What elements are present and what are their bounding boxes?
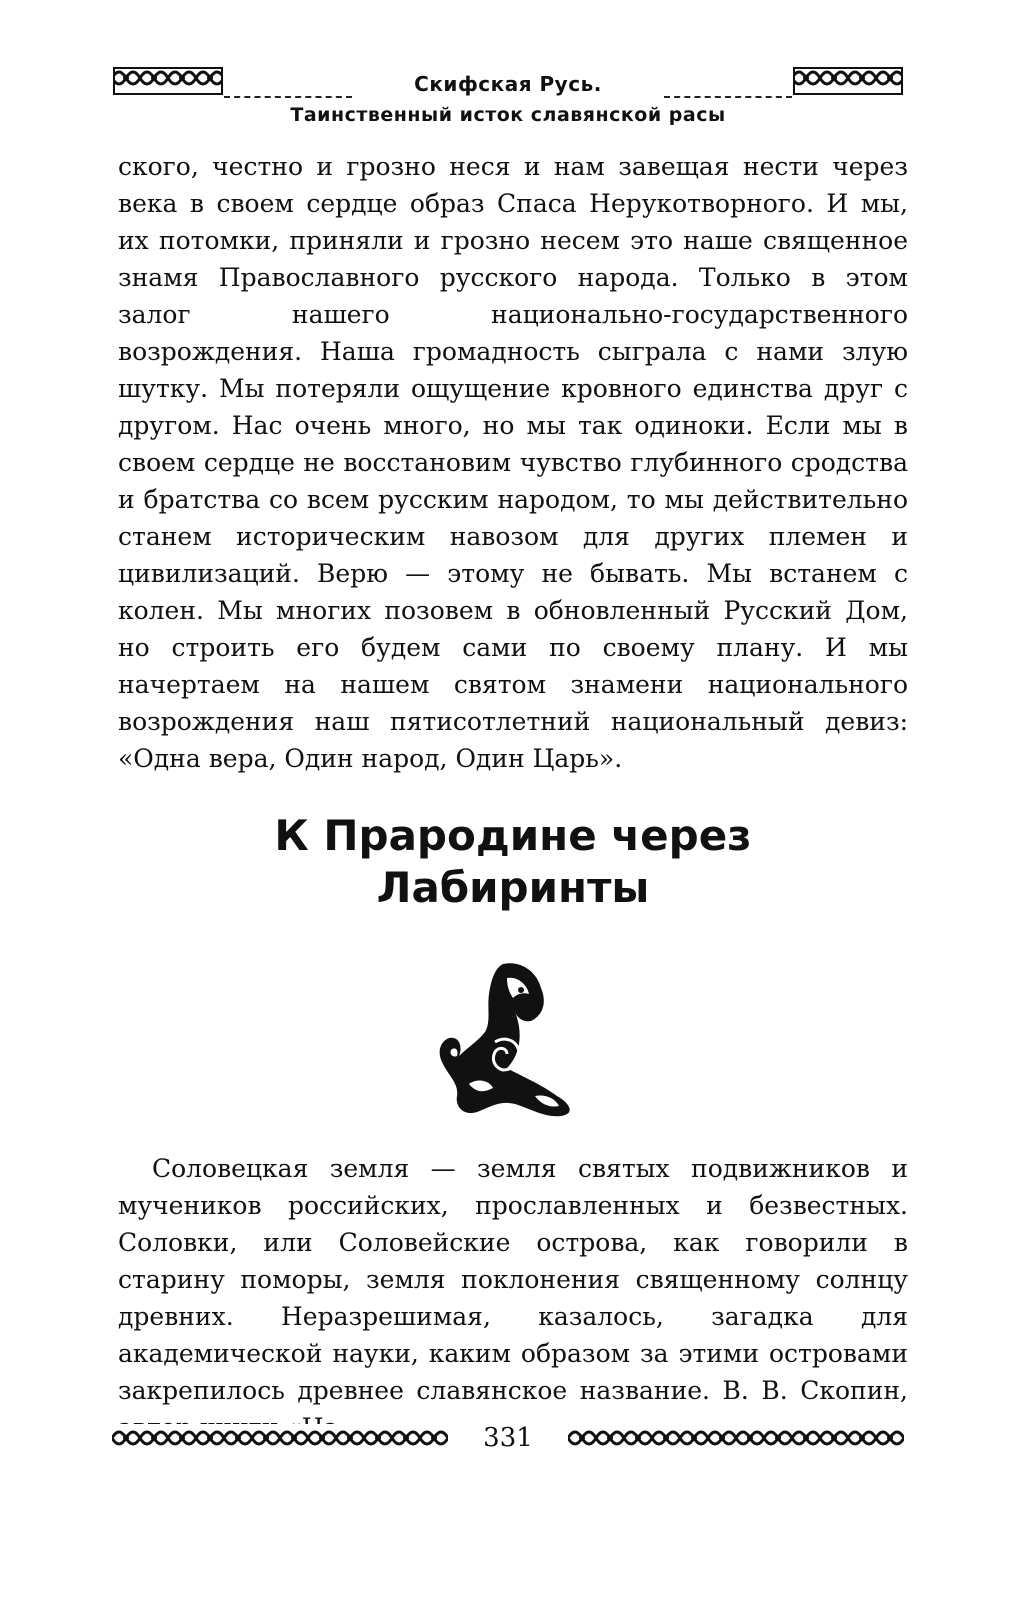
scythian-animal-emblem-icon [425,958,585,1118]
knotwork-ornament-icon [792,64,904,98]
chapter-heading-line-2: Лабиринты [376,863,650,912]
chapter-heading-line-1: К Прародине через [274,811,752,860]
header-subtitle: Таинственный исток славянской расы [290,104,726,126]
page-number: 331 [483,1423,533,1453]
page-footer [112,1420,904,1456]
header-rule-right [664,96,792,98]
knotwork-border-icon [568,1424,904,1452]
header-title: Скифская Русь. [414,72,602,96]
running-header [112,62,904,132]
header-rule-left [224,96,352,98]
chapter-heading [118,810,908,914]
body-paragraph: Соловецкая земля — земля святых подвижников и мучеников российских, прославленных и безвестных. Соловки, или Соловейские острова, как говорили в старину поморы, земля поклонения священному солнцу древних. Неразрешимая, казалось, загадка для академической науки, каким образом за этими островами закрепилось древнее славянское название. В. В. Скопин, [118,1154,908,1405]
body-paragraph: ского, честно и грозно неся и нам завещая нести через века в своем сердце образ Спаса Нерукотворного. И мы, их потомки, приняли и грозно несем это наше священное знамя Православного русского народа. Только в этом залог нашего национально-государственного возрождения. Наша громадность сыграла с нами злую шутку. Мы потеряли ощущение кровного единства друг с другом. Нас очень много, но мы так одиноки. Если мы в своем сердце не восстановим чувство глубинного сродства и братства со всем русским народом, то мы действительно станем историческим навозом для других племен и цивилизаций. Верю — этому не бывать. Мы встанем с колен. Мы многих позовем в обновленный Русский Дом, но строить его будем сами по своему плану. И мы начертаем на нашем святом знамени национального возрождения наш пятисотлетний национальный девиз: «Одна вера, Один народ, Один Царь». [118,152,908,773]
